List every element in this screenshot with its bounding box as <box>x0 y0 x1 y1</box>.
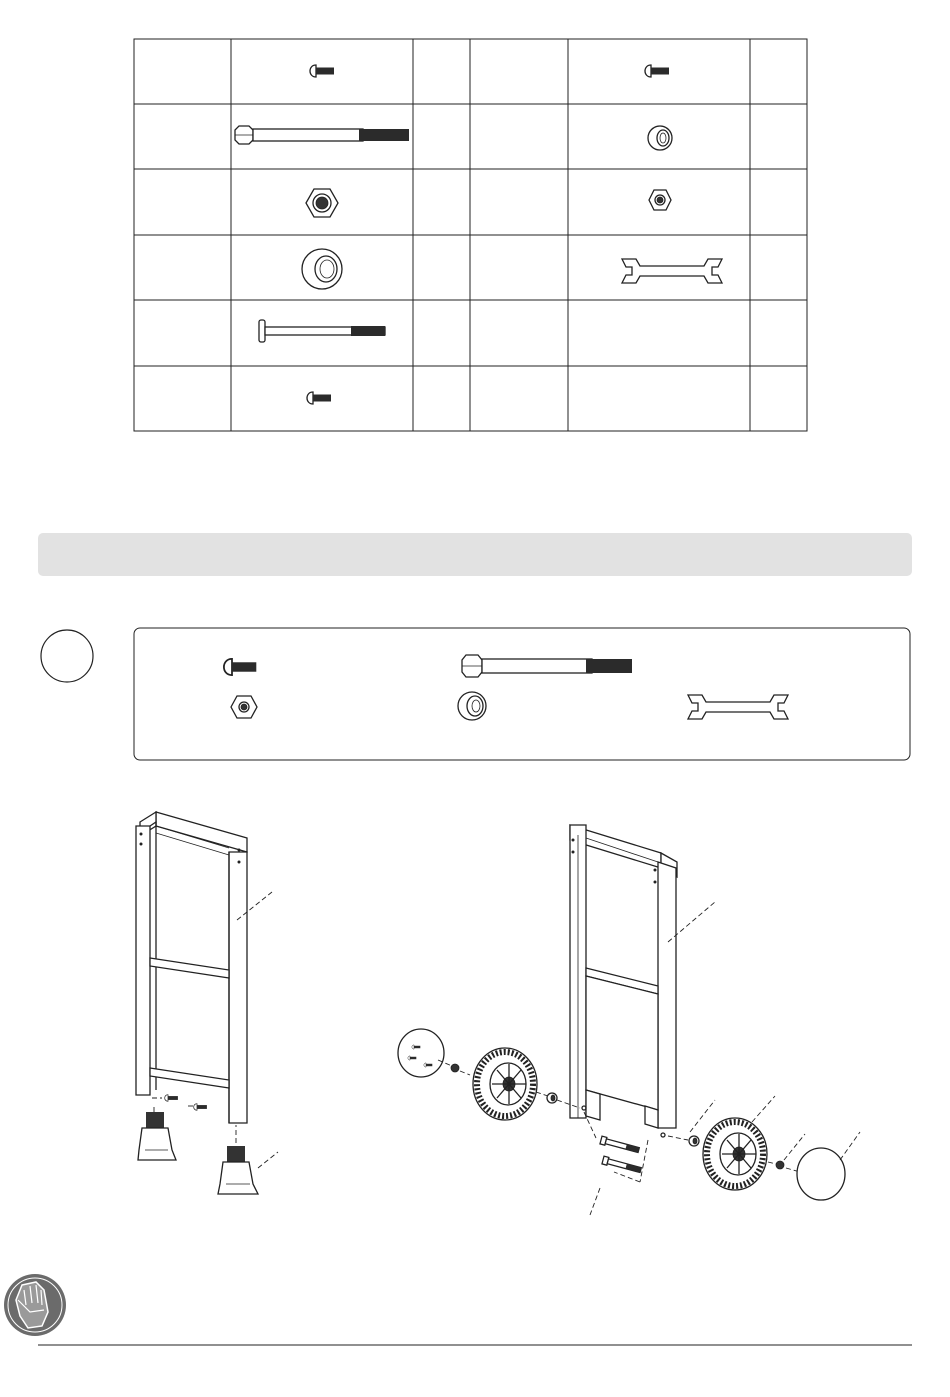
leveling-foot-right <box>218 1146 258 1194</box>
hex-nut-icon <box>649 190 671 210</box>
lock-nut-icon <box>306 189 338 217</box>
axle-bolt-upper <box>600 1136 640 1154</box>
hex-bolt-icon <box>235 126 409 144</box>
wheel-right <box>703 1118 767 1190</box>
hardware-table <box>134 39 807 431</box>
hubcap-right <box>797 1148 845 1200</box>
leveling-foot-left <box>138 1112 176 1160</box>
right-wheel-frame-diagram <box>398 825 860 1215</box>
spacer-washer-icon <box>458 692 486 720</box>
section-header-bar <box>38 533 912 576</box>
gloved-hand-icon <box>4 1274 66 1336</box>
step-parts-box <box>134 628 910 760</box>
left-leg-frame-diagram <box>136 812 278 1194</box>
step-number-circle <box>41 630 93 682</box>
flat-washer-icon <box>648 126 672 150</box>
truss-screw-icon <box>310 65 334 77</box>
truss-screw-icon <box>224 659 256 675</box>
truss-screw-icon <box>645 65 669 77</box>
wrench-icon <box>622 259 722 283</box>
hex-bolt-icon <box>462 655 632 677</box>
truss-screw-icon <box>307 392 331 404</box>
hex-nut-icon <box>231 696 257 718</box>
clevis-pin-icon <box>259 320 385 342</box>
axle-bolt-lower <box>602 1156 642 1174</box>
wrench-icon <box>688 695 788 719</box>
spacer-washer-icon <box>302 249 342 289</box>
hubcap-left <box>398 1029 444 1077</box>
wheel-left <box>473 1048 537 1120</box>
